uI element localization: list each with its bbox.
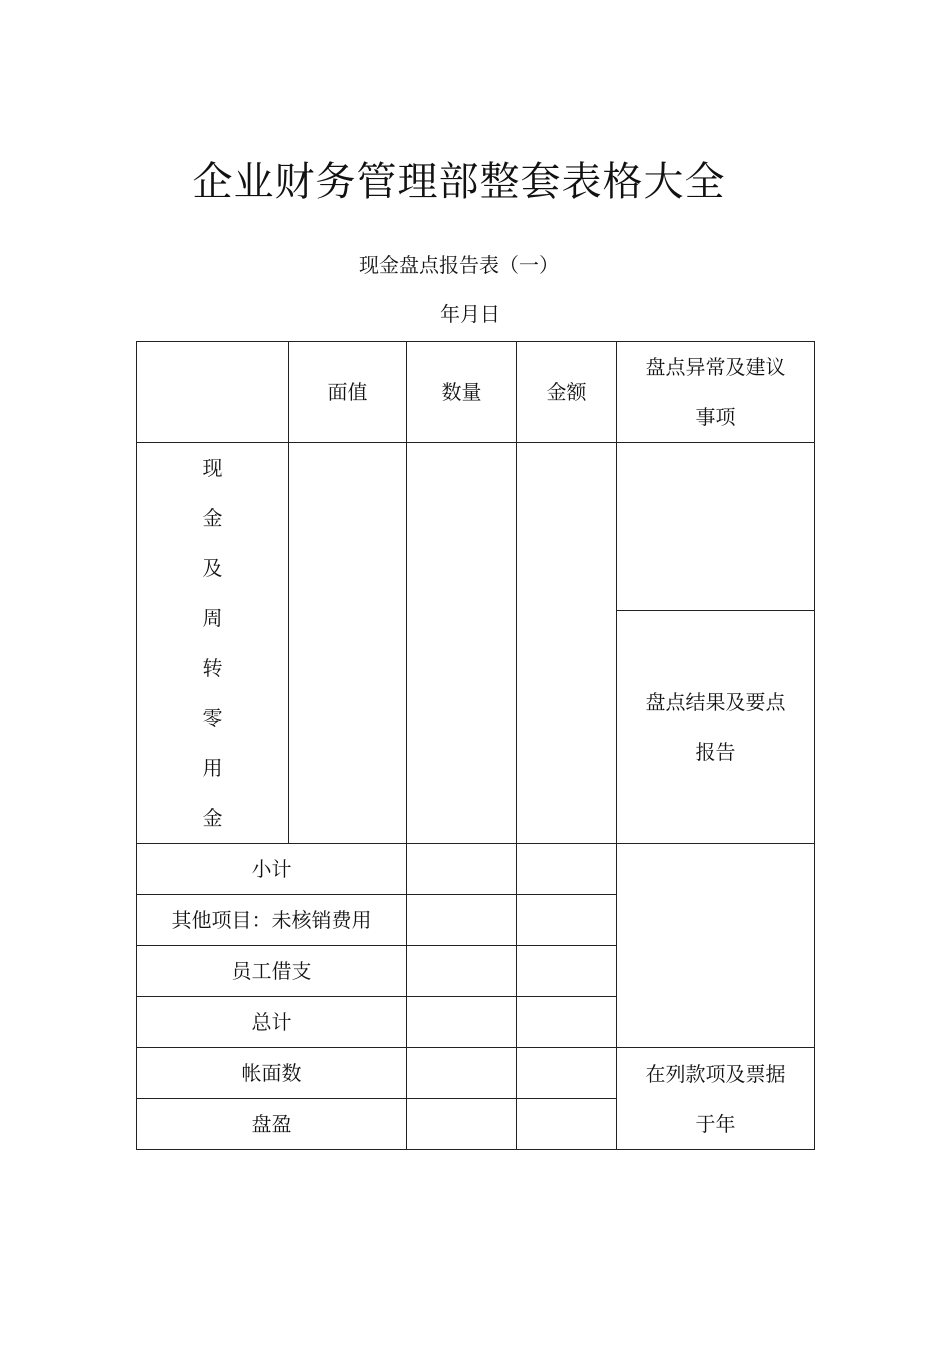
row-label-total: 总计 [137,997,407,1048]
header-remarks [617,342,815,443]
results-label-cell [617,610,815,843]
row-label-employee-advance: 员工借支 [137,946,407,997]
book-amount-quantity-cell[interactable] [407,1048,517,1099]
total-amount-cell[interactable] [517,997,617,1048]
bottom-right-label-line-1: 在列款项及票据 [645,1061,786,1086]
remarks-entry-cell[interactable] [617,443,815,611]
book-amount-amount-cell[interactable] [517,1048,617,1099]
date-line: 年月日 [440,302,500,326]
cash-count-table [136,341,815,1150]
amount-entry-cell[interactable] [517,443,617,844]
header-quantity: 数量 [407,342,517,443]
denomination-entry-cell[interactable] [289,443,407,844]
header-blank-cell [137,342,289,443]
subtotal-amount-cell[interactable] [517,844,617,895]
surplus-quantity-cell[interactable] [407,1099,517,1150]
cash-label-char: 周 [202,606,223,630]
quantity-entry-cell[interactable] [407,443,517,844]
header-remarks-line-2: 事项 [695,405,736,429]
cash-label-char: 现 [202,456,223,480]
row-label-other-items: 其他项目：未核销费用 [137,895,407,946]
results-label-line-1: 盘点结果及要点 [645,689,786,714]
subtotal-quantity-cell[interactable] [407,844,517,895]
table-row [137,1048,815,1099]
table-title: 现金盘点报告表（一） [359,253,559,277]
cash-label-char: 转 [202,656,223,680]
cash-label-char: 及 [202,556,223,580]
results-entry-cell[interactable] [617,844,815,1048]
row-label-surplus: 盘盈 [137,1099,407,1150]
results-label-line-2: 报告 [695,739,736,764]
cash-label-char: 用 [202,756,223,780]
bottom-right-label-line-2: 于年 [695,1111,736,1136]
cash-label-cell [137,443,289,844]
cash-label-char: 金 [202,806,223,830]
employee-advance-quantity-cell[interactable] [407,946,517,997]
header-denomination: 面值 [289,342,407,443]
other-items-amount-cell[interactable] [517,895,617,946]
bottom-right-label-cell [617,1048,815,1150]
row-label-book-amount: 帐面数 [137,1048,407,1099]
document-title: 企业财务管理部整套表格大全 [192,159,726,205]
total-quantity-cell[interactable] [407,997,517,1048]
cash-label-char: 零 [202,706,223,730]
header-remarks-line-1: 盘点异常及建议 [645,355,786,379]
cash-label-char: 金 [202,506,223,530]
employee-advance-amount-cell[interactable] [517,946,617,997]
table-row [137,844,815,895]
other-items-quantity-cell[interactable] [407,895,517,946]
surplus-amount-cell[interactable] [517,1099,617,1150]
header-row [137,342,815,443]
cash-row-top [137,443,815,611]
header-amount: 金额 [517,342,617,443]
row-label-subtotal: 小计 [137,844,407,895]
